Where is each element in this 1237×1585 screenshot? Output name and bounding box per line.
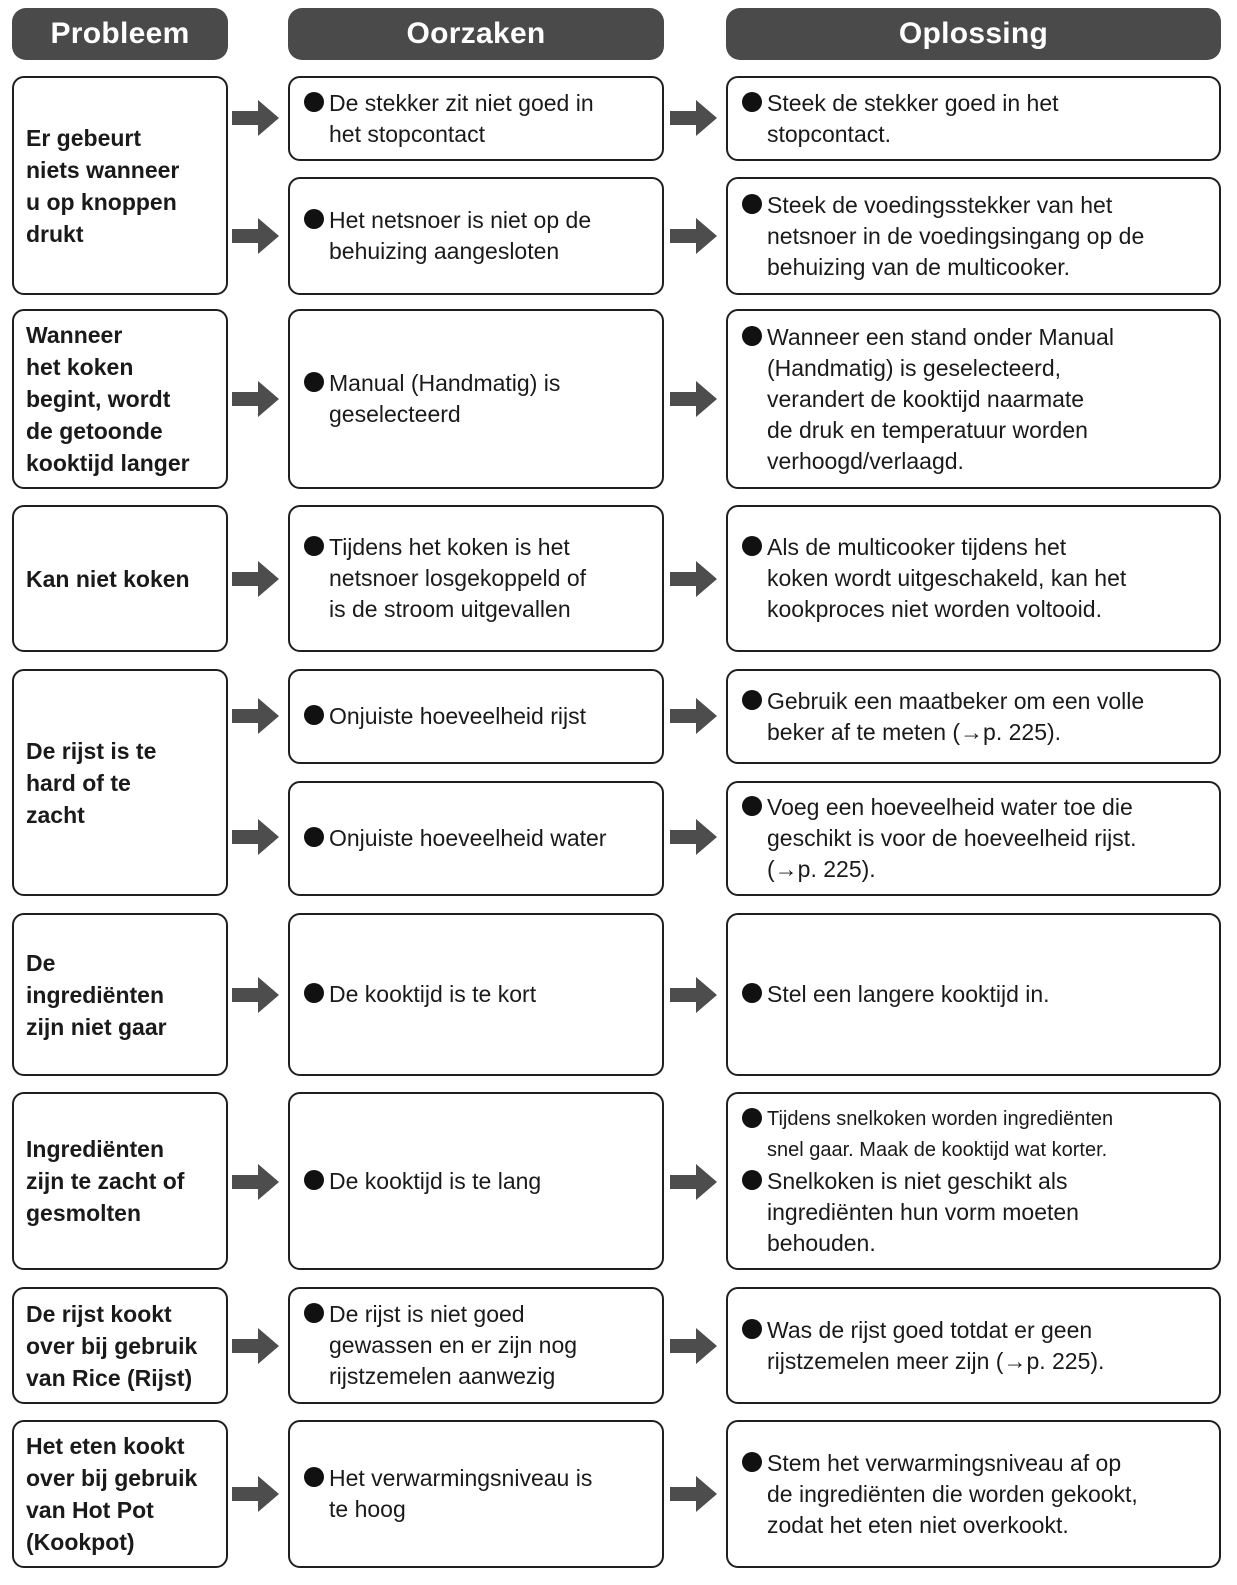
solution-cell: [726, 1420, 1221, 1568]
cause-cell: [288, 1287, 664, 1404]
arrow-icon: [232, 216, 280, 256]
bullet-icon: [304, 705, 324, 725]
bullet-icon: [742, 690, 762, 710]
arrow-icon: [232, 1474, 280, 1514]
problem-text: Er gebeurt niets wanneer u op knoppen drukt: [26, 124, 180, 247]
problem-text: Ingrediënten zijn te zacht of gesmolten: [26, 1136, 185, 1226]
cause-text: De kooktijd is te kort: [329, 981, 537, 1007]
solution-text: Wanneer een stand onder Manual (Handmatig) is geselecteerd, verandert de kooktijd naarmate de druk en temperatuur worden verhoogd/verlaagd.: [767, 323, 1114, 474]
solution-cell: [726, 669, 1221, 764]
arrow-icon: [232, 817, 280, 857]
problem-cell: [12, 1092, 228, 1270]
solution-item: [742, 792, 1211, 885]
arrow-icon: [670, 1474, 718, 1514]
header-problem: Probleem: [12, 8, 228, 60]
problem-cell: [12, 669, 228, 896]
bullet-icon: [304, 983, 324, 1003]
bullet-icon: [742, 92, 762, 112]
cause-text: De stekker zit niet goed in het stopcontact: [329, 89, 594, 147]
cause-text: Manual (Handmatig) is geselecteerd: [329, 370, 561, 427]
solution-text: Snelkoken is niet geschikt als ingrediënten hun vorm moeten behouden.: [767, 1167, 1079, 1256]
bullet-icon: [742, 1170, 762, 1190]
arrow-icon: [670, 817, 718, 857]
solution-cell: [726, 1287, 1221, 1404]
cause-cell: [288, 1092, 664, 1270]
cause-text: Het verwarmingsniveau is te hoog: [329, 1465, 593, 1522]
solution-text: Gebruik een maatbeker om een volle beker af te meten (→p. 225).: [767, 687, 1145, 745]
problem-cell: [12, 1287, 228, 1404]
solution-text: Steek de stekker goed in het stopcontact.: [767, 89, 1059, 147]
solution-text: Tijdens snelkoken worden ingrediënten snel gaar. Maak de kooktijd wat korter.: [767, 1107, 1114, 1161]
cause-text: De kooktijd is te lang: [329, 1167, 542, 1194]
solution-cell: [726, 505, 1221, 652]
solution-cell: [726, 309, 1221, 489]
solution-cell: [726, 76, 1221, 161]
arrow-icon: [670, 379, 718, 419]
cause-text: Tijdens het koken is het netsnoer losgekoppeld of is de stroom uitgevallen: [329, 534, 587, 622]
problem-cell: [12, 913, 228, 1076]
bullet-icon: [304, 827, 324, 847]
cause-cell: [288, 781, 664, 896]
cause-cell: [288, 669, 664, 764]
solution-item: [742, 1448, 1211, 1541]
cause-item: [304, 1299, 577, 1392]
bullet-icon: [304, 536, 324, 556]
problem-cell: [12, 309, 228, 489]
problem-text: De rijst kookt over bij gebruik van Rice (Rijst): [26, 1300, 198, 1391]
bullet-icon: [304, 1467, 324, 1487]
solution-text: Was de rijst goed totdat er geen rijstzemelen meer zijn (→p. 225).: [767, 1316, 1105, 1374]
cause-cell: [288, 505, 664, 652]
bullet-icon: [742, 1319, 762, 1339]
solution-item: [742, 532, 1211, 625]
problem-cell: [12, 76, 228, 295]
cause-cell: [288, 1420, 664, 1568]
cause-cell: [288, 913, 664, 1076]
arrow-icon: [670, 216, 718, 256]
cause-cell: [288, 76, 664, 161]
arrow-icon: [232, 98, 280, 138]
solution-item: [742, 1315, 1211, 1377]
arrow-icon: [670, 559, 718, 599]
cause-cell: [288, 309, 664, 489]
cause-cell: [288, 177, 664, 295]
solution-item: [742, 1104, 1211, 1166]
cause-text: Het netsnoer is niet op de behuizing aangesloten: [329, 207, 592, 264]
arrow-icon: [670, 1326, 718, 1366]
bullet-icon: [742, 326, 762, 346]
bullet-icon: [742, 983, 762, 1003]
solution-text: Als de multicooker tijdens het koken wordt uitgeschakeld, kan het kookproces niet worden voltooid.: [767, 534, 1127, 622]
bullet-icon: [304, 209, 324, 229]
problem-text: Kan niet koken: [26, 565, 190, 592]
bullet-icon: [742, 1452, 762, 1472]
arrow-icon: [670, 696, 718, 736]
solution-cell: [726, 177, 1221, 295]
cause-item: [304, 1166, 541, 1197]
bullet-icon: [304, 372, 324, 392]
problem-cell: [12, 505, 228, 652]
arrow-icon: [232, 1162, 280, 1202]
solution-item: [742, 1166, 1211, 1259]
solution-item: [742, 322, 1211, 477]
cause-item: [304, 823, 606, 854]
solution-cell: [726, 781, 1221, 896]
arrow-icon: [232, 1326, 280, 1366]
cause-item: [304, 368, 560, 430]
arrow-icon: [232, 696, 280, 736]
bullet-icon: [304, 1303, 324, 1323]
solution-cell: [726, 1092, 1221, 1270]
solution-text: Stem het verwarmingsniveau af op de ingrediënten die worden gekookt, zodat het eten niet overkookt.: [767, 1449, 1138, 1538]
solution-text: Voeg een hoeveelheid water toe die geschikt is voor de hoeveelheid rijst. (→p. 225).: [767, 794, 1137, 882]
bullet-icon: [742, 1108, 762, 1128]
arrow-icon: [232, 379, 280, 419]
problem-text: De rijst is te hard of te zacht: [26, 737, 157, 828]
cause-item: [304, 532, 586, 625]
problem-cell: [12, 1420, 228, 1568]
solution-item: [742, 686, 1211, 748]
solution-item: [742, 88, 1211, 150]
cause-text: Onjuiste hoeveelheid rijst: [329, 703, 586, 729]
solution-item: [742, 979, 1211, 1010]
arrow-icon: [670, 975, 718, 1015]
bullet-icon: [304, 1170, 324, 1190]
solution-cell: [726, 913, 1221, 1076]
header-causes: Oorzaken: [288, 8, 664, 60]
cause-item: [304, 701, 586, 732]
bullet-icon: [742, 536, 762, 556]
arrow-icon: [670, 1162, 718, 1202]
solution-item: [742, 190, 1211, 283]
cause-item: [304, 205, 591, 267]
bullet-icon: [304, 92, 324, 112]
bullet-icon: [742, 796, 762, 816]
problem-text: Wanneer het koken begint, wordt de getoonde kooktijd langer: [26, 322, 190, 476]
arrow-icon: [232, 975, 280, 1015]
cause-text: De rijst is niet goed gewassen en er zijn nog rijstzemelen aanwezig: [329, 1301, 578, 1389]
problem-text: Het eten kookt over bij gebruik van Hot Pot (Kookpot): [26, 1433, 198, 1555]
header-solution: Oplossing: [726, 8, 1221, 60]
problem-text: De ingrediënten zijn niet gaar: [26, 949, 167, 1040]
arrow-icon: [670, 98, 718, 138]
cause-text: Onjuiste hoeveelheid water: [329, 825, 607, 851]
cause-item: [304, 979, 536, 1010]
cause-item: [304, 1463, 592, 1525]
solution-text: Stel een langere kooktijd in.: [767, 981, 1050, 1007]
solution-text: Steek de voedingsstekker van het netsnoer in de voedingsingang op de behuizing van de multicooker.: [767, 191, 1145, 280]
arrow-icon: [232, 559, 280, 599]
cause-item: [304, 88, 594, 150]
bullet-icon: [742, 194, 762, 214]
